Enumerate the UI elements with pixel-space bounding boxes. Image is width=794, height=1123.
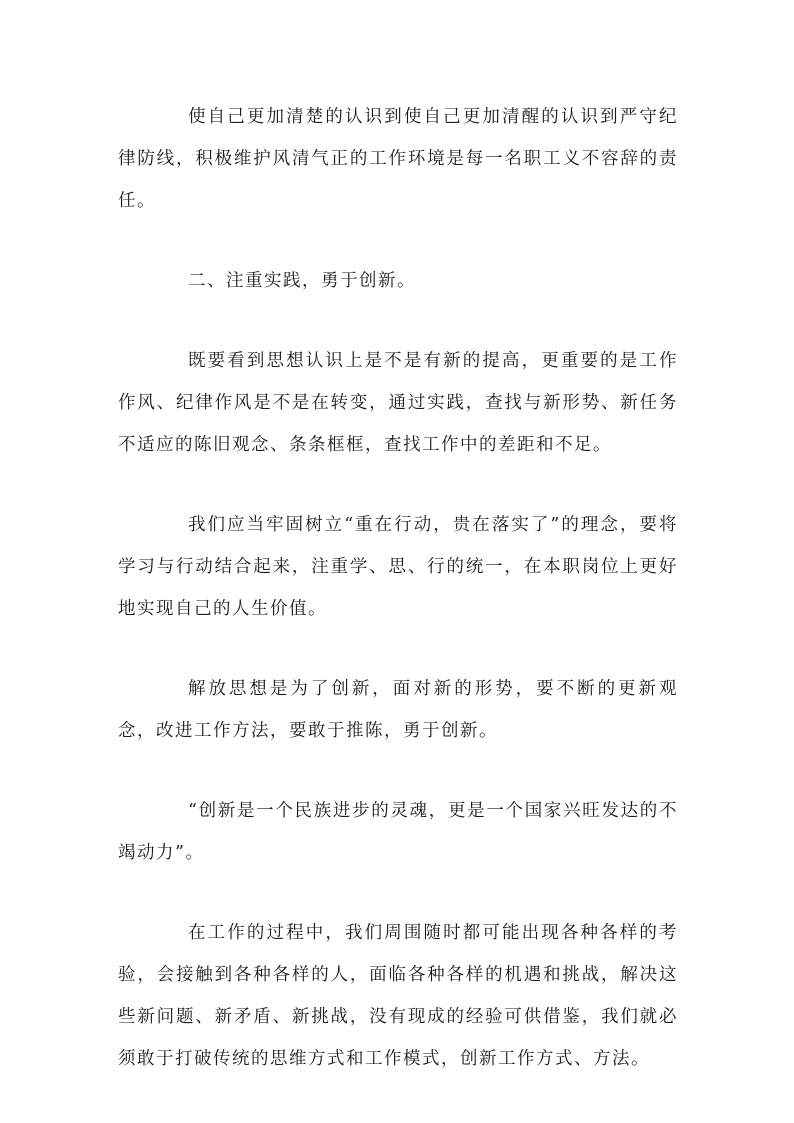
paragraph-quote: “创新是一个民族进步的灵魂，更是一个国家兴旺发达的不竭动力”。 bbox=[118, 801, 678, 863]
paragraph-spacer bbox=[118, 874, 678, 912]
paragraph-practice: 既要看到思想认识上是不是有新的提高，更重要的是工作作风、纪律作风是不是在转变，通过实践，查找与新形势、新任务不适应的陈旧观念、条条框框，查找工作中的差距和不足。 bbox=[118, 351, 678, 455]
paragraph-challenges: 在工作的过程中，我们周围随时都可能出现各种各样的考验，会接触到各种各样的人，面临各种各样的机遇和挑战，解决这些新问题、新矛盾、新挑战，没有现成的经验可供借鉴，我们就必须敢于打破传统的思维方式和工作模式，创新工作方式、方法。 bbox=[118, 923, 678, 1069]
paragraph-spacer bbox=[118, 302, 678, 340]
document-body bbox=[118, 96, 678, 1080]
section-heading-practice-innovation: 二、注重实践，勇于创新。 bbox=[188, 271, 416, 291]
paragraph-action: 我们应当牢固树立“重在行动，贵在落实了”的理念，要将学习与行动结合起来，注重学、思、行的统一，在本职岗位上更好地实现自己的人生价值。 bbox=[118, 515, 678, 619]
paragraph-spacer bbox=[118, 466, 678, 504]
paragraph-spacer bbox=[118, 752, 678, 790]
paragraph-liberation: 解放思想是为了创新，面对新的形势，要不断的更新观念，改进工作方法，要敢于推陈，勇于创新。 bbox=[118, 679, 678, 741]
paragraph-spacer bbox=[118, 222, 678, 260]
paragraph-spacer bbox=[118, 630, 678, 668]
paragraph-discipline: 使自己更加清楚的认识到使自己更加清醒的认识到严守纪律防线，积极维护风清气正的工作环境是每一名职工义不容辞的责任。 bbox=[118, 107, 678, 211]
